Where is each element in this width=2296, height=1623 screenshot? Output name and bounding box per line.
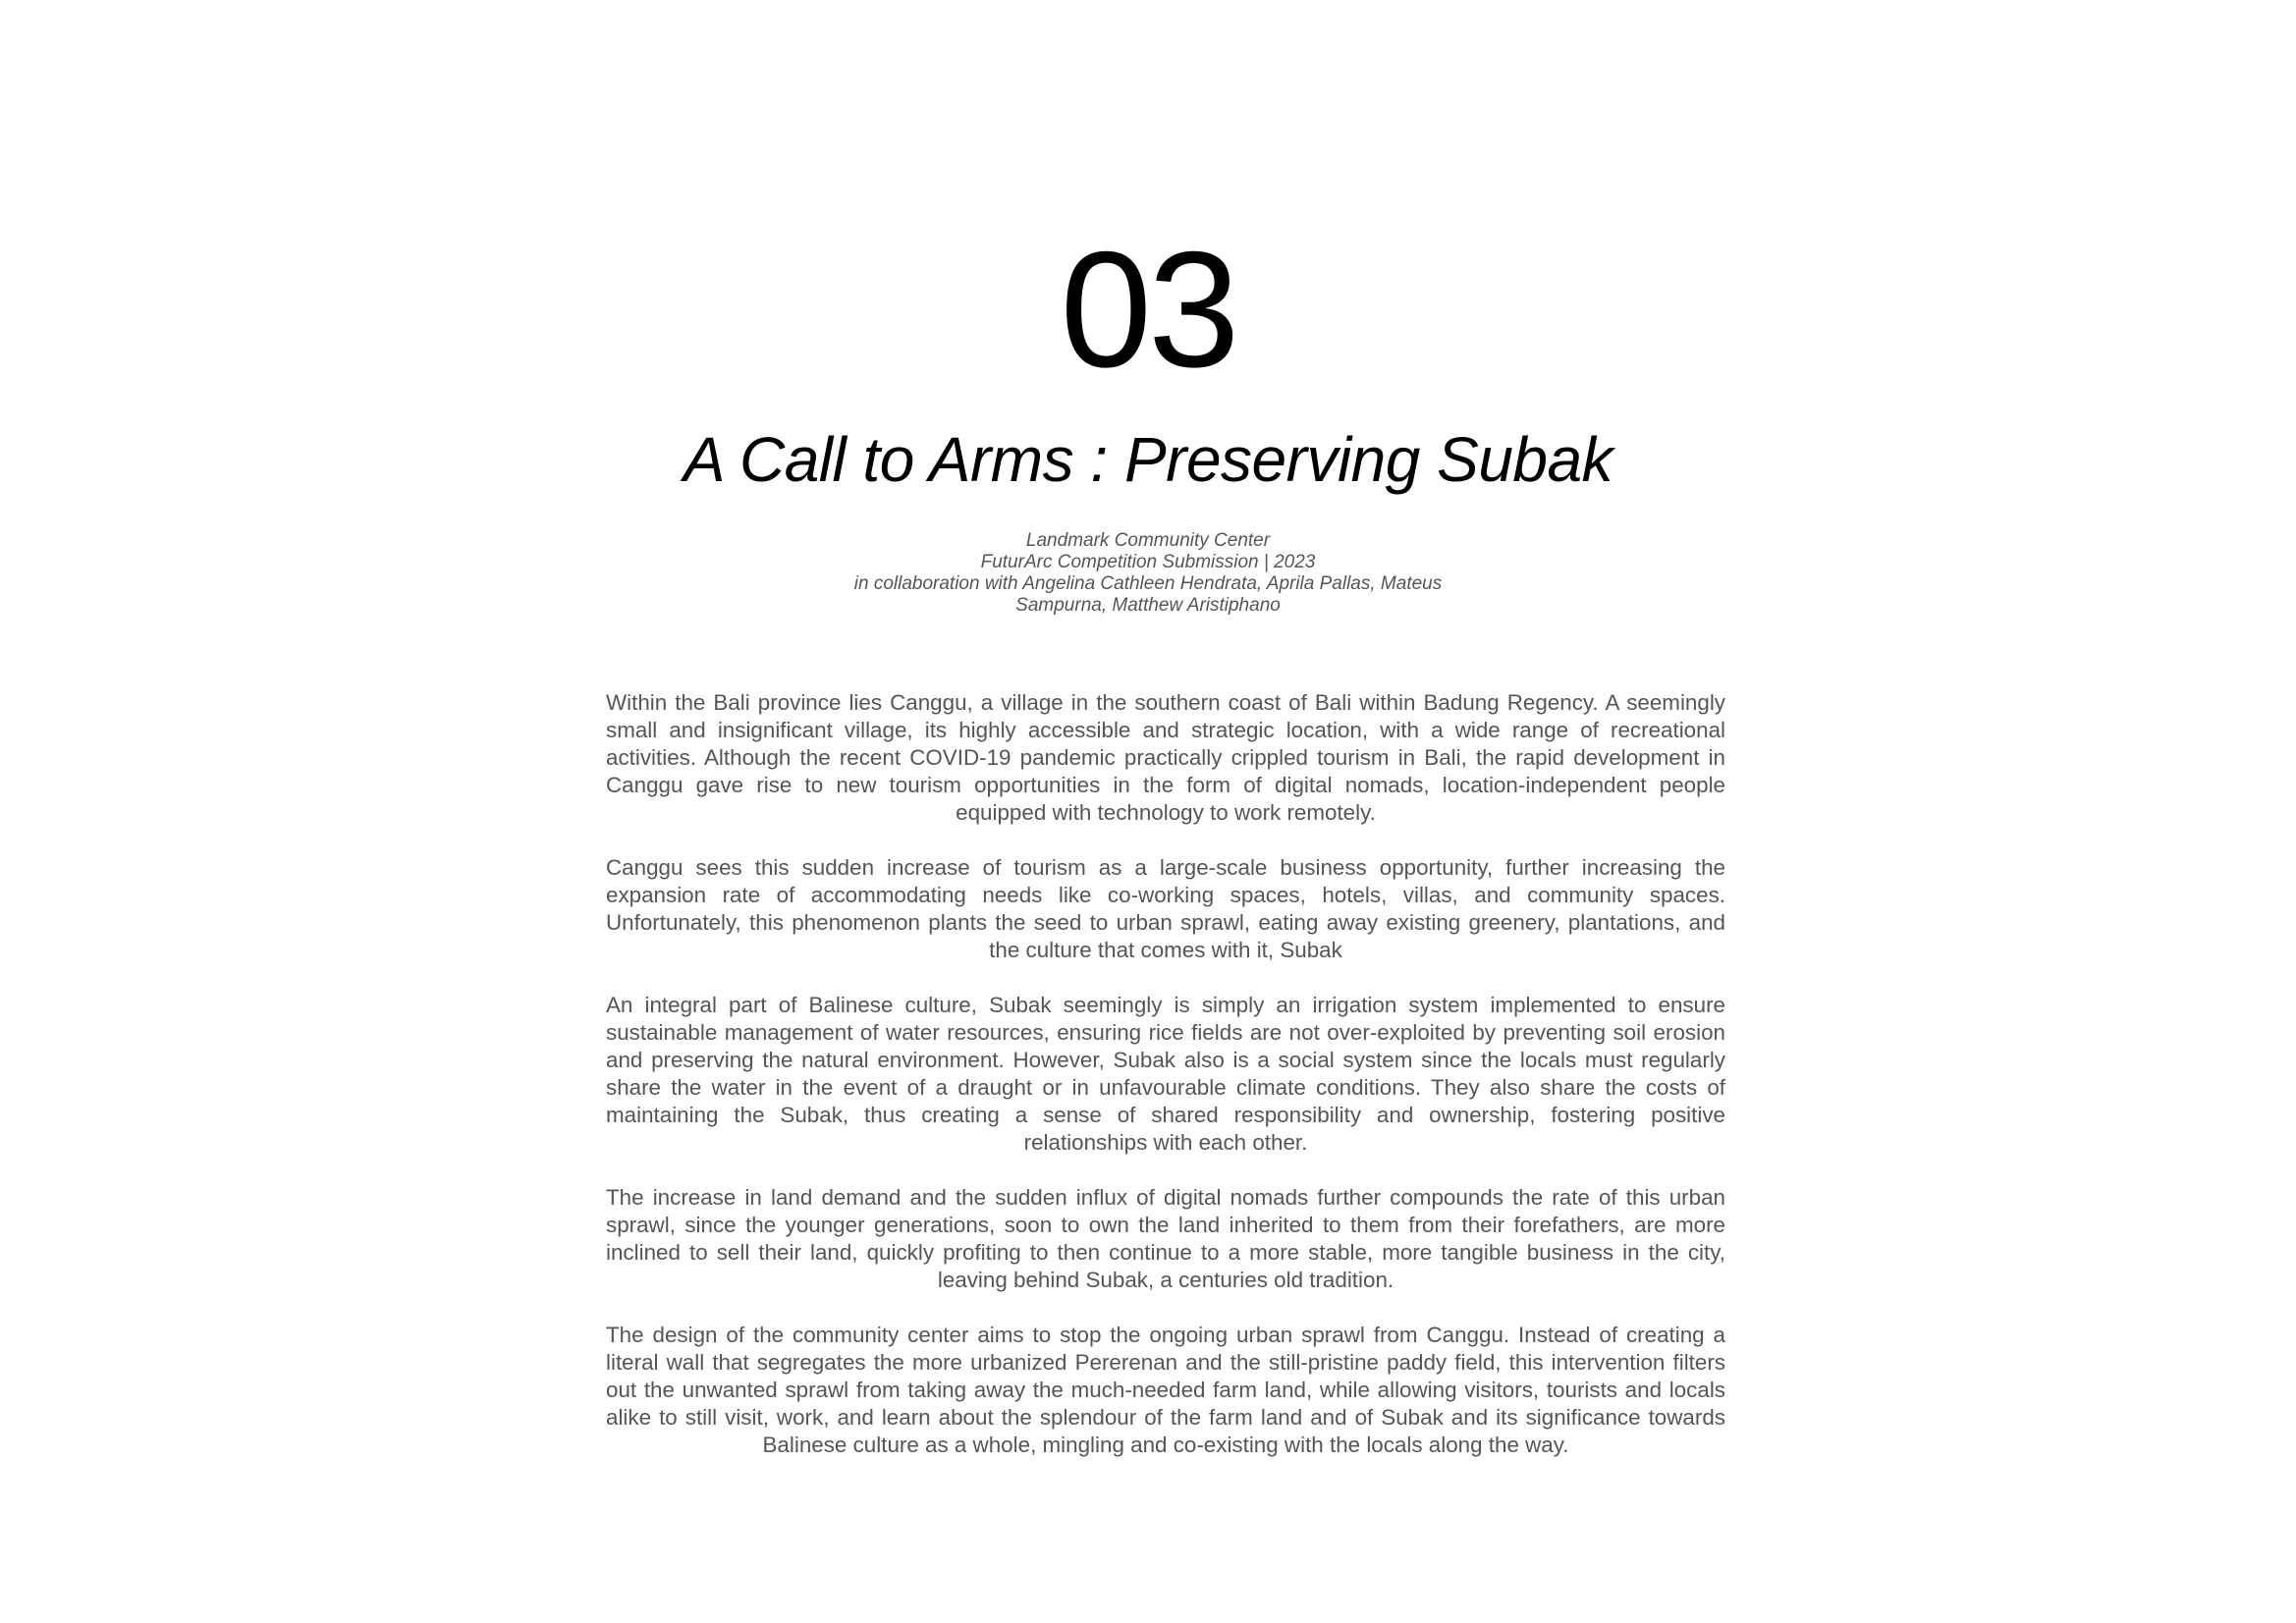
- credits-project-name: Landmark Community Center: [1025, 530, 1271, 551]
- paragraph-canggu-intro: Within the Bali province lies Canggu, a village in the southern coast of Bali within Badung Regency. A seemingly small and insignificant village, its highly accessible and strategic location, with a wide range of recreational activities. Although the recent COVID-19 pandemic practically crippled tourism in Bali, the rapid development in Canggu gave rise to new tourism opportunities in the form of digital nomads, location-independent people equipped with technology to work remotely.: [606, 690, 1725, 825]
- credits-submission: FuturArc Competition Submission | 2023: [980, 552, 1316, 572]
- body-text: [606, 689, 1725, 1487]
- paragraph-design-intent: The design of the community center aims to stop the ongoing urban sprawl from Canggu. Instead of creating a literal wall that segregates the more urbanized Pererenan and the still-pristine paddy field, this intervention filters out the unwanted sprawl from taking away the much-needed farm land, while allowing visitors, tourists and locals alike to still visit, work, and learn about the splendour of the farm land and of Subak and its significance towards Balinese culture as a whole, mingling and co-existing with the locals along the way.: [606, 1323, 1725, 1457]
- chapter-number: 03: [1060, 217, 1236, 402]
- project-credits: [0, 530, 2296, 617]
- chapter-title: A Call to Arms : Preserving Subak: [683, 424, 1613, 495]
- credits-collaborators-continued: Sampurna, Matthew Aristiphano: [1015, 595, 1281, 616]
- credits-collaborators: in collaboration with Angelina Cathleen Hendrata, Aprila Pallas, Mateus: [853, 573, 1443, 594]
- paragraph-land-demand: The increase in land demand and the sudden influx of digital nomads further compounds the rate of this urban sprawl, since the younger generations, soon to own the land inherited to them from their forefathers, are more inclined to sell their land, quickly profiting to then continue to a more stable, more tangible business in the city, leaving behind Subak, a centuries old tradition.: [606, 1185, 1725, 1292]
- paragraph-subak: An integral part of Balinese culture, Subak seemingly is simply an irrigation system implemented to ensure sustainable management of water resources, ensuring rice fields are not over-exploited by preventing soil erosion and preserving the natural environment. However, Subak also is a social system since the locals must regularly share the water in the event of a draught or in unfavourable climate conditions. They also share the costs of maintaining the Subak, thus creating a sense of shared responsibility and ownership, fostering positive relationships with each other.: [606, 993, 1725, 1155]
- paragraph-tourism-growth: Canggu sees this sudden increase of tourism as a large-scale business opportunity, further increasing the expansion rate of accommodating needs like co-working spaces, hotels, villas, and community spaces. Unfortunately, this phenomenon plants the seed to urban sprawl, eating away existing greenery, plantations, and the culture that comes with it, Subak: [606, 855, 1725, 962]
